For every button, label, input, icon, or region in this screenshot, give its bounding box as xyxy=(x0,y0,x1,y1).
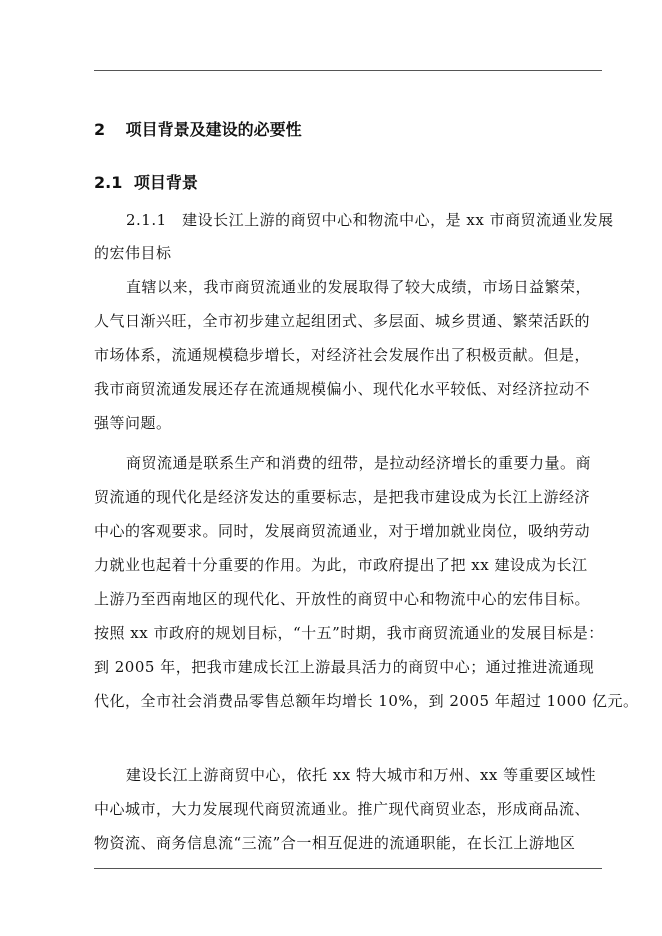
paragraph-line: 代化，全市社会消费品零售总额年均增长 10%，到 2005 年超过 1000 亿元。 xyxy=(94,692,639,710)
paragraph-line: 商贸流通是联系生产和消费的纽带，是拉动经济增长的重要力量。商 xyxy=(126,454,592,472)
paragraph-line: 到 2005 年，把我市建成长江上游最具活力的商贸中心；通过推进流通现 xyxy=(94,658,595,676)
subsubsection-line: 的宏伟目标 xyxy=(94,244,172,262)
paragraph-line: 贸流通的现代化是经济发达的重要标志，是把我市建设成为长江上游经济 xyxy=(94,488,591,506)
paragraph-line: 直辖以来，我市商贸流通业的发展取得了较大成绩，市场日益繁荣， xyxy=(126,278,592,296)
paragraph-line: 物资流、商务信息流“三流”合一相互促进的流通职能，在长江上游地区 xyxy=(94,834,576,852)
paragraph-line: 建设长江上游商贸中心，依托 xx 特大城市和万州、xx 等重要区域性 xyxy=(126,766,597,784)
subsection-number: 2.1 xyxy=(94,173,123,192)
subsubsection-line: 2.1.1 建设长江上游的商贸中心和物流中心，是 xx 市商贸流通业发展 xyxy=(126,211,614,229)
section-heading-2 xyxy=(94,118,302,142)
paragraph-line: 上游乃至西南地区的现代化、开放性的商贸中心和物流中心的宏伟目标。 xyxy=(94,590,591,608)
paragraph-line: 强等问题。 xyxy=(94,414,172,432)
paragraph-line: 中心的客观要求。同时，发展商贸流通业，对于增加就业岗位，吸纳劳动 xyxy=(94,522,591,540)
paragraph-line: 市场体系，流通规模稳步增长，对经济社会发展作出了积极贡献。但是， xyxy=(94,346,591,364)
section-title: 项目背景及建设的必要性 xyxy=(125,120,302,139)
paragraph-line: 力就业也起着十分重要的作用。为此，市政府提出了把 xx 建设成为长江 xyxy=(94,556,588,574)
paragraph-line: 人气日渐兴旺，全市初步建立起组团式、多层面、城乡贯通、繁荣活跃的 xyxy=(94,312,591,330)
footer-rule xyxy=(94,868,602,869)
subsection-heading-2-1 xyxy=(94,171,198,195)
header-rule xyxy=(94,70,602,71)
paragraph-line: 按照 xx 市政府的规划目标，“十五”时期，我市商贸流通业的发展目标是： xyxy=(94,624,604,642)
subsection-title: 项目背景 xyxy=(133,173,198,192)
paragraph-line: 中心城市，大力发展现代商贸流通业。推广现代商贸业态，形成商品流、 xyxy=(94,800,591,818)
paragraph-line: 我市商贸流通发展还存在流通规模偏小、现代化水平较低、对经济拉动不 xyxy=(94,380,591,398)
section-number: 2 xyxy=(94,120,106,139)
